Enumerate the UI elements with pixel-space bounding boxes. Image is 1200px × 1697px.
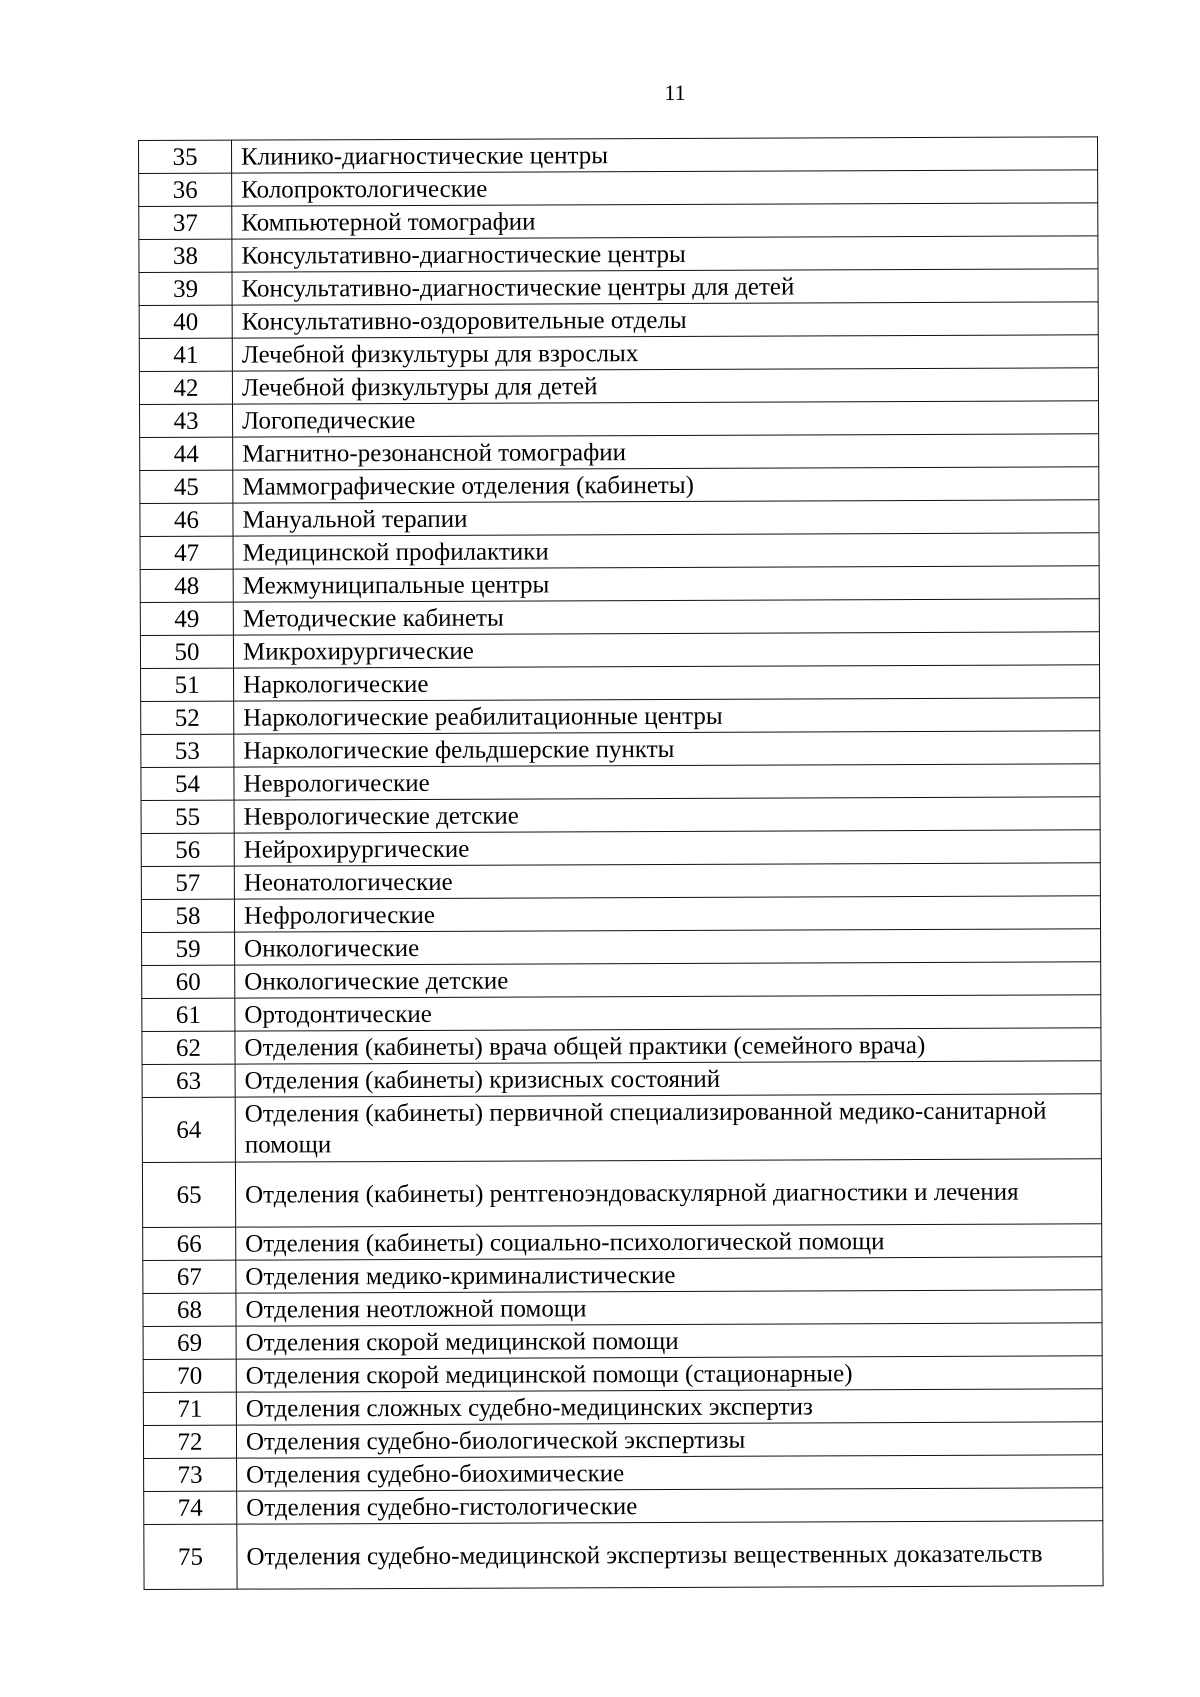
row-number: 54: [141, 767, 234, 800]
table-row: [139, 170, 1098, 207]
row-number: 66: [143, 1227, 236, 1260]
table-row: [142, 1061, 1101, 1098]
table-row: [143, 1389, 1102, 1426]
row-number: 44: [140, 437, 233, 470]
row-department-name: Маммографические отделения (кабинеты): [233, 467, 1099, 503]
row-number: 38: [139, 239, 232, 272]
table-row: [143, 1323, 1102, 1360]
table-row: [139, 203, 1098, 240]
row-number: 58: [141, 899, 234, 932]
row-department-name: Отделения сложных судебно-медицинских экспертиз: [236, 1389, 1102, 1425]
table-row: [143, 1290, 1102, 1327]
table-row: [140, 401, 1099, 438]
page-number: 11: [664, 80, 686, 105]
row-department-name: Нефрологические: [234, 896, 1100, 932]
row-department-name: Отделения судебно-медицинской экспертизы вещественных доказательств: [237, 1521, 1103, 1589]
row-department-name: Отделения (кабинеты) первичной специализированной медико-санитарной помощи: [235, 1094, 1101, 1162]
table-row: [139, 335, 1098, 372]
table-row: [142, 1159, 1101, 1228]
row-number: 62: [142, 1031, 235, 1064]
row-department-name: Микрохирургические: [233, 632, 1099, 668]
row-department-name: Нейрохирургические: [234, 830, 1100, 866]
row-number: 45: [140, 470, 233, 503]
row-number: 50: [140, 635, 233, 668]
row-number: 63: [142, 1064, 235, 1097]
table-row: [144, 1455, 1103, 1492]
table-row: [144, 1521, 1103, 1590]
row-department-name: Консультативно-диагностические центры для детей: [232, 269, 1098, 305]
table-row: [140, 467, 1099, 504]
row-department-name: Лечебной физкультуры для детей: [232, 368, 1098, 404]
table-row: [144, 1488, 1103, 1525]
row-number: 55: [141, 800, 234, 833]
row-department-name: Онкологические детские: [235, 962, 1101, 998]
table-row: [141, 830, 1100, 867]
table-row: [143, 1257, 1102, 1294]
row-department-name: Отделения (кабинеты) рентгеноэндоваскулярной диагностики и лечения: [235, 1159, 1101, 1227]
row-number: 61: [142, 998, 235, 1031]
row-number: 49: [140, 602, 233, 635]
table-row: [139, 302, 1098, 339]
row-number: 73: [144, 1458, 237, 1491]
table-row: [139, 236, 1098, 273]
table-row: [141, 764, 1100, 801]
table-row: [140, 566, 1099, 603]
row-department-name: Отделения судебно-гистологические: [237, 1488, 1103, 1524]
row-number: 37: [139, 206, 232, 239]
departments-table: [138, 136, 1104, 1590]
row-number: 52: [141, 701, 234, 734]
row-number: 72: [143, 1425, 236, 1458]
row-number: 36: [139, 173, 232, 206]
table-row: [142, 1094, 1101, 1163]
row-department-name: Неврологические детские: [234, 797, 1100, 833]
row-department-name: Отделения (кабинеты) врача общей практики (семейного врача): [235, 1028, 1101, 1064]
row-number: 35: [139, 140, 232, 173]
row-number: 46: [140, 503, 233, 536]
row-department-name: Медицинской профилактики: [233, 533, 1099, 569]
row-number: 41: [139, 338, 232, 371]
row-department-name: Колопроктологические: [232, 170, 1098, 206]
table-row: [141, 731, 1100, 768]
row-number: 68: [143, 1293, 236, 1326]
table-row: [141, 863, 1100, 900]
table-row: [141, 797, 1100, 834]
table-row: [143, 1356, 1102, 1393]
row-number: 56: [141, 833, 234, 866]
row-department-name: Отделения судебно-биологической экспертизы: [236, 1422, 1102, 1458]
table-row: [141, 698, 1100, 735]
row-department-name: Лечебной физкультуры для взрослых: [232, 335, 1098, 371]
row-number: 64: [142, 1097, 235, 1162]
row-number: 60: [142, 965, 235, 998]
row-department-name: Наркологические фельдшерские пункты: [234, 731, 1100, 767]
row-department-name: Методические кабинеты: [233, 599, 1099, 635]
row-number: 47: [140, 536, 233, 569]
row-department-name: Логопедические: [233, 401, 1099, 437]
row-number: 59: [142, 932, 235, 965]
row-number: 75: [144, 1524, 237, 1589]
row-number: 74: [144, 1491, 237, 1524]
table-row: [142, 1028, 1101, 1065]
row-department-name: Межмуниципальные центры: [233, 566, 1099, 602]
row-department-name: Неонатологические: [234, 863, 1100, 899]
table-row: [139, 269, 1098, 306]
row-department-name: Ортодонтические: [235, 995, 1101, 1031]
row-department-name: Отделения судебно-биохимические: [237, 1455, 1103, 1491]
row-number: 70: [143, 1359, 236, 1392]
row-department-name: Консультативно-оздоровительные отделы: [232, 302, 1098, 338]
table-row: [139, 137, 1098, 174]
row-number: 53: [141, 734, 234, 767]
table-row: [139, 368, 1098, 405]
row-number: 40: [139, 305, 232, 338]
table-row: [141, 896, 1100, 933]
row-number: 51: [141, 668, 234, 701]
row-department-name: Консультативно-диагностические центры: [232, 236, 1098, 272]
row-number: 65: [142, 1162, 235, 1227]
row-department-name: Магнитно-резонансной томографии: [233, 434, 1099, 470]
table-row: [140, 599, 1099, 636]
table-row: [141, 665, 1100, 702]
row-department-name: Наркологические: [234, 665, 1100, 701]
row-department-name: Неврологические: [234, 764, 1100, 800]
row-number: 69: [143, 1326, 236, 1359]
row-department-name: Мануальной терапии: [233, 500, 1099, 536]
table-row: [140, 632, 1099, 669]
row-department-name: Отделения (кабинеты) кризисных состояний: [235, 1061, 1101, 1097]
row-number: 39: [139, 272, 232, 305]
table-row: [140, 533, 1099, 570]
row-number: 57: [141, 866, 234, 899]
table-row: [143, 1422, 1102, 1459]
row-department-name: Отделения скорой медицинской помощи (стационарные): [236, 1356, 1102, 1392]
table-body: [139, 137, 1104, 1590]
row-department-name: Отделения медико-криминалистические: [236, 1257, 1102, 1293]
table-row: [140, 500, 1099, 537]
row-department-name: Наркологические реабилитационные центры: [234, 698, 1100, 734]
row-department-name: Компьютерной томографии: [232, 203, 1098, 239]
row-department-name: Отделения (кабинеты) социально-психологической помощи: [236, 1224, 1102, 1260]
row-number: 71: [143, 1392, 236, 1425]
table-row: [143, 1224, 1102, 1261]
row-number: 43: [140, 404, 233, 437]
table-row: [142, 929, 1101, 966]
table-row: [142, 962, 1101, 999]
row-department-name: Отделения скорой медицинской помощи: [236, 1323, 1102, 1359]
row-number: 42: [139, 371, 232, 404]
row-department-name: Отделения неотложной помощи: [236, 1290, 1102, 1326]
row-department-name: Клинико-диагностические центры: [232, 137, 1098, 173]
table-row: [140, 434, 1099, 471]
row-number: 48: [140, 569, 233, 602]
row-department-name: Онкологические: [235, 929, 1101, 965]
row-number: 67: [143, 1260, 236, 1293]
table-row: [142, 995, 1101, 1032]
